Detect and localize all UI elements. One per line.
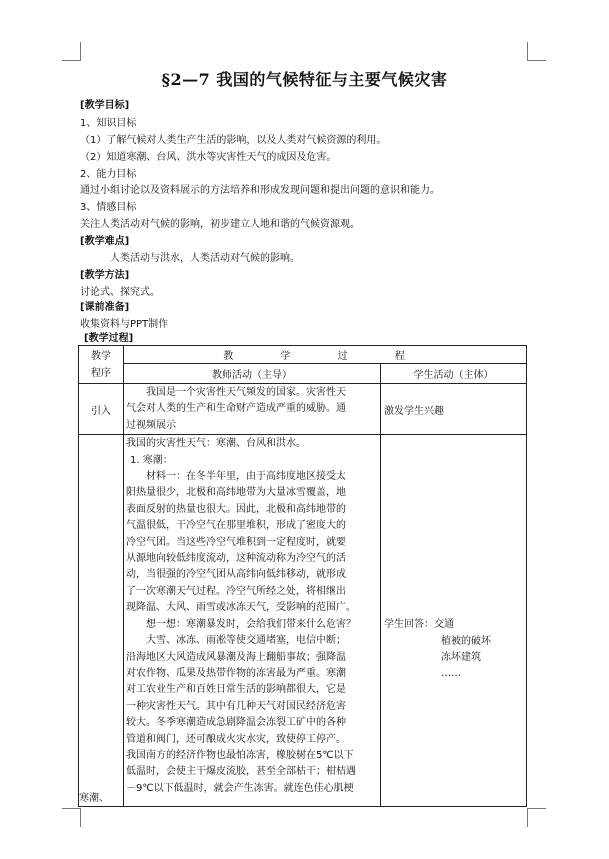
crop-mark-bottom-right: [527, 808, 546, 827]
teacher-line: 过视频展示: [126, 419, 176, 431]
difficulty-heading: [教学难点]: [80, 236, 130, 247]
methods-text: 讨论式、探究式。: [80, 287, 160, 298]
row-program-coldwave: 寒潮、: [79, 435, 124, 807]
knowledge-heading: 1、知识目标: [80, 118, 137, 129]
teacher-line: 一种灾害性天气。其中有几种天气对国民经济危害: [126, 700, 346, 712]
teacher-line: 现降温、大风、雨雪或冰冻天气，受影响的范围广。: [126, 602, 356, 614]
difficulty-text: 人类活动与洪水，人类活动对气候的影响。: [110, 253, 300, 264]
program-header: 教学 程序: [79, 346, 124, 384]
teacher-line: 管道和阀门，还可酿成火灾水灾，致使停工停产。: [126, 733, 346, 745]
teacher-line: 气会对人类的生产和生命财产造成严重的威胁。通: [126, 403, 346, 415]
teacher-line: 从源地向较低纬度流动，这种流动称为冷空气的活: [126, 553, 346, 565]
teacher-line: 材料一：在冬半年里，由于高纬度地区接受太: [146, 471, 346, 483]
emotion-text: 关注人类活动对气候的影响，初步建立人地和谐的气候资源观。: [80, 219, 360, 230]
student-line: ……: [441, 668, 461, 680]
teacher-line: 我国是一个灾害性天气频发的国家。灾害性天: [146, 387, 346, 398]
teacher-line: 较大。冬季寒潮造成急剧降温会冻裂工矿中的各种: [126, 717, 346, 729]
preparation-heading: [课前准备]: [80, 302, 130, 313]
teacher-line: －9℃以下低温时，就会产生冻害。就连色佳心肌梗: [126, 782, 354, 794]
teacher-line: 低温时，会使主干爆皮流胶，甚至全部枯干；柑桔遇: [126, 766, 356, 778]
teacher-line: 大雪、冰冻、雨凇等使交通堵塞，电信中断；: [146, 635, 346, 647]
teacher-line: 我国的灾害性天气：寒潮、台风和洪水。: [126, 438, 306, 450]
teacher-line: 阳热量很少，北极和高纬地带为大量冰雪覆盖，地: [126, 487, 346, 499]
emotion-heading: 3、情感目标: [80, 202, 137, 213]
teacher-line: 沿海地区大风造成风暴潮及海上翻船事故；强降温: [126, 651, 346, 663]
objectives-heading: [教学目标]: [80, 100, 130, 111]
knowledge-item-1: （1）了解气候对人类生产生活的影响，以及人类对气候资源的利用。: [80, 135, 387, 146]
teaching-process-table: [78, 345, 527, 807]
row-student-coldwave: [381, 435, 527, 807]
crop-mark-bottom-left: [62, 808, 81, 827]
row-student-intro: 激发学生兴趣: [381, 384, 527, 435]
student-line: 学生回答：交通: [384, 619, 454, 631]
teacher-line: 1. 寒潮：: [130, 454, 173, 466]
teacher-line: 气温很低，干冷空气在那里堆积，形成了密度大的: [126, 520, 346, 532]
student-line: 冻坏建筑: [441, 652, 481, 664]
row-teacher-coldwave: [124, 435, 381, 807]
teacher-line: 动，当很强的冷空气团从高纬向低纬移动，就形成: [126, 569, 346, 581]
row-teacher-intro: [124, 384, 381, 435]
crop-mark-top-left: [62, 42, 81, 61]
teacher-line: 对农作物、瓜果及热带作物的冻害最为严重。寒潮: [126, 667, 346, 679]
preparation-text: 收集资料与PPT制作: [80, 319, 169, 330]
page-title: §2—7 我国的气候特征与主要气候灾害: [161, 70, 448, 89]
teacher-line: 我国南方的经济作物也最怕冻害，橡胶树在5℃以下: [126, 749, 354, 761]
student-line: 植被的破坏: [441, 635, 491, 647]
teacher-line: 想一想：寒潮暴发时，会给我们带来什么危害？: [146, 618, 356, 630]
teacher-activity-header: 教师活动（主导）: [124, 364, 381, 384]
knowledge-item-2: （2）知道寒潮、台风、洪水等灾害性天气的成因及危害。: [80, 152, 337, 163]
row-program-intro: 引入: [79, 384, 124, 435]
methods-heading: [教学方法]: [80, 270, 130, 281]
teacher-line: 表面反射的热量也很大。因此，北极和高纬地带的: [126, 503, 346, 515]
ability-text: 通过小组讨论以及资料展示的方法培养和形成发现问题和提出问题的意识和能力。: [80, 185, 440, 196]
process-header: 教 学 过 程: [124, 346, 527, 364]
teacher-line: 了一次寒潮天气过程。冷空气所经之处，将相继出: [126, 585, 346, 597]
student-activity-header: 学生活动（主体）: [381, 364, 527, 384]
crop-mark-top-right: [527, 42, 546, 61]
teacher-line: 对工农业生产和百姓日常生活的影响都很大，它是: [126, 684, 346, 696]
process-heading: [教学过程]: [84, 333, 134, 344]
ability-heading: 2、能力目标: [80, 169, 137, 180]
teacher-line: 冷空气团。当这些冷空气堆积到一定程度时，就要: [126, 536, 346, 548]
